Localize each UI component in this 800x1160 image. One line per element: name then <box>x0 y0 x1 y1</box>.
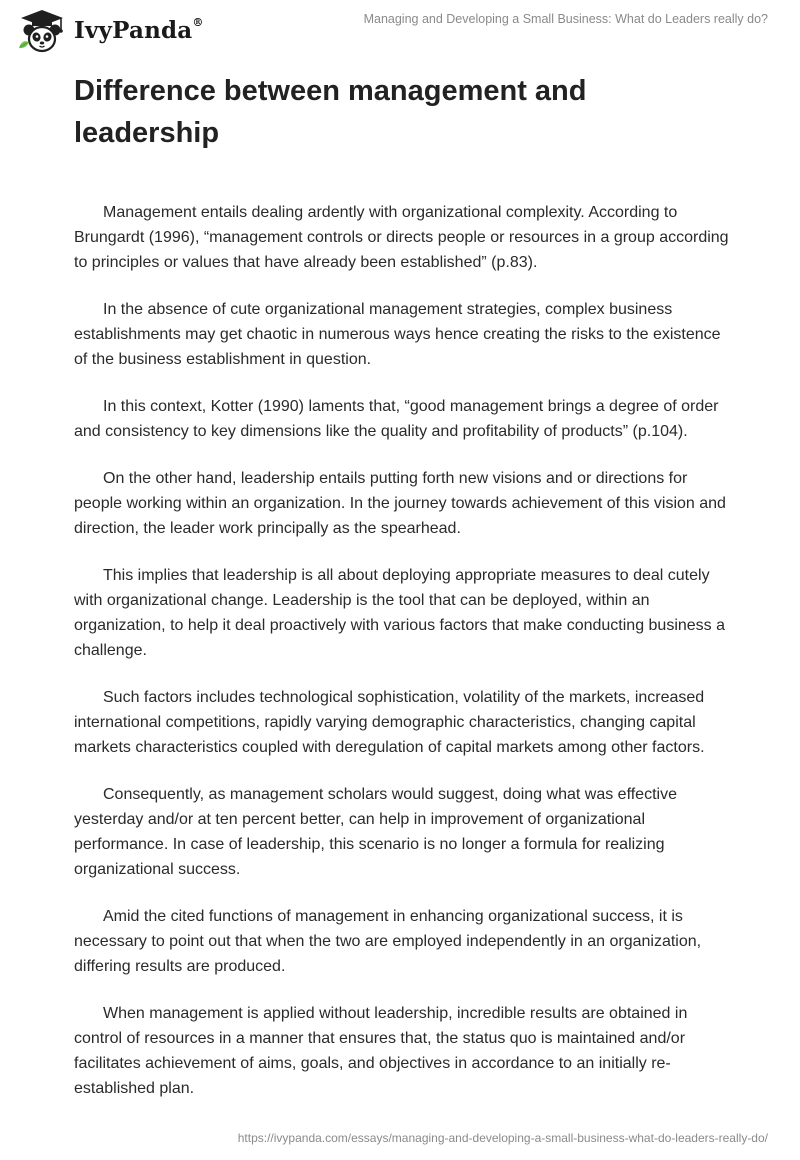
paragraph: On the other hand, leadership entails putting forth new visions and or directions for people working within an organization. In the journey towards achievement of this vision and direction, the leader work principally as the spearhead. <box>74 470 726 537</box>
logo-wordmark: IvyPanda® <box>74 15 204 44</box>
panda-graduate-icon <box>14 8 70 56</box>
paragraph: This implies that leadership is all about deploying appropriate measures to deal cutely with organizational change. Leadership is the tool that can be deployed, within an organization, to help it deal proactively with various factors that make conducting business a challenge. <box>74 567 726 659</box>
section-heading: Difference between management and leadership <box>74 75 587 149</box>
paragraph: Management entails dealing ardently with organizational complexity. According to Brungardt (1996), “management controls or directs people or resources in a group according to principles or values that have already been established” (p.83). <box>74 204 729 271</box>
article-content <box>74 70 734 1123</box>
article-body <box>74 200 734 1101</box>
paragraph: Such factors includes technological sophistication, volatility of the markets, increased international competitions, rapidly varying demographic characteristics, changing capital markets characteristics coupled with deregulation of capital markets among other factors. <box>74 689 705 756</box>
source-url[interactable]: https://ivypanda.com/essays/managing-and-developing-a-small-business-what-do-leaders-really-do/ <box>237 1131 768 1145</box>
document-title: Managing and Developing a Small Business: What do Leaders really do? <box>363 12 768 26</box>
paragraph: Amid the cited functions of management in enhancing organizational success, it is necessary to point out that when the two are employed independently in an organization, differing results are produced. <box>74 908 702 975</box>
paragraph: Consequently, as management scholars would suggest, doing what was effective yesterday and/or at ten percent better, can help in improvement of organizational performance. In case of leadership, this scenario is no longer a formula for realizing organizational success. <box>74 786 677 878</box>
ivypanda-logo[interactable] <box>14 8 204 56</box>
paragraph: When management is applied without leadership, incredible results are obtained in control of resources in a manner that ensures that, the status quo is maintained and/or facilitates achievement of aims, goals, and objectives in accordance to an initially re-established plan. <box>74 1005 688 1097</box>
paragraph: In the absence of cute organizational management strategies, complex business establishments may get chaotic in numerous ways hence creating the risks to the existence of the business establishment in question. <box>74 301 721 368</box>
page-header <box>0 0 800 60</box>
paragraph: In this context, Kotter (1990) laments that, “good management brings a degree of order and consistency to key dimensions like the quality and profitability of products” (p.104). <box>74 398 719 440</box>
